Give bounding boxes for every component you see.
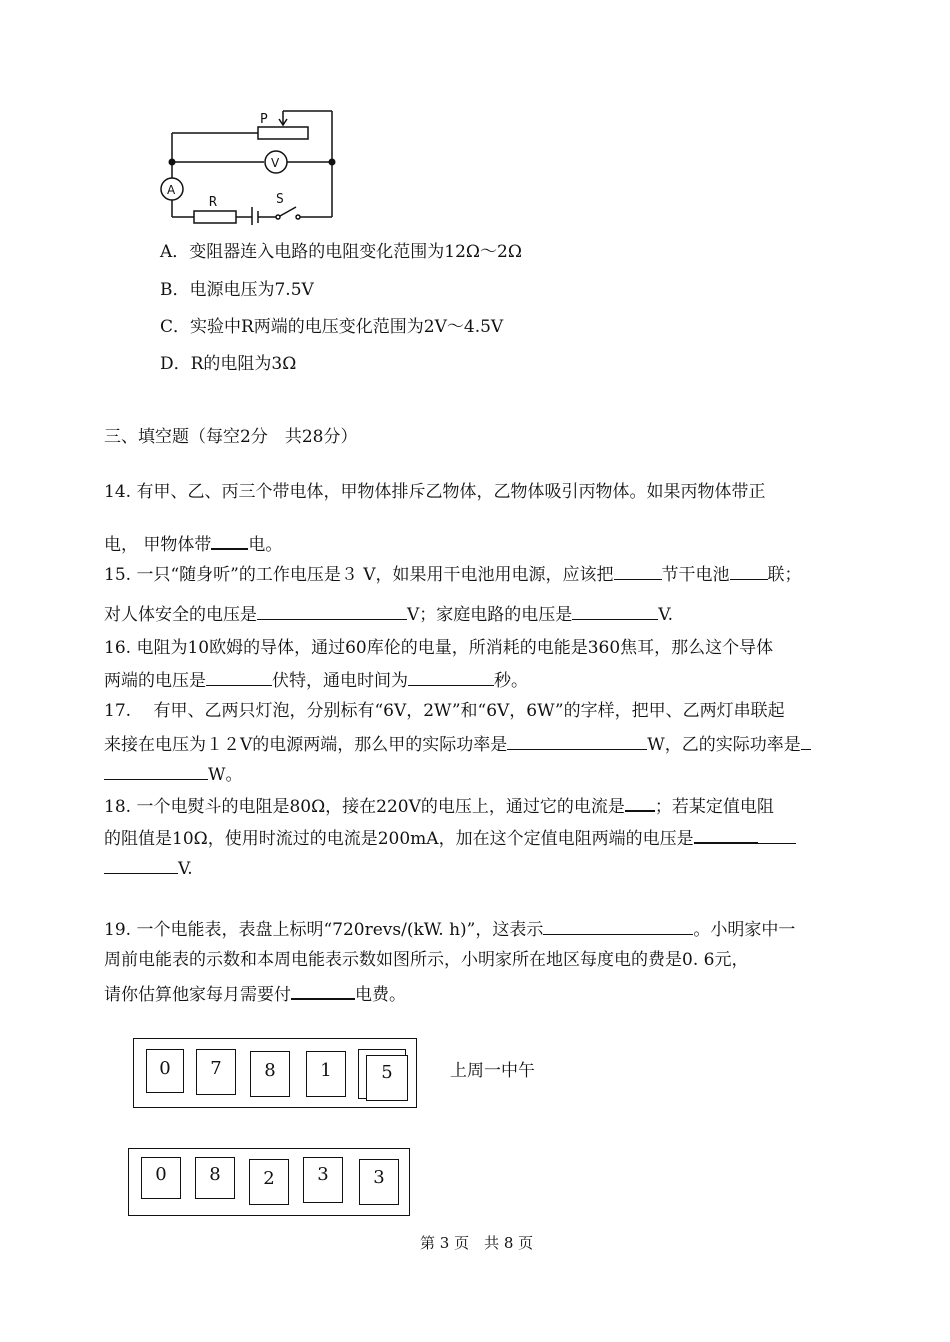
q18-blank-2a[interactable] xyxy=(694,824,758,844)
q19-line1 xyxy=(104,916,795,942)
meter1-digit-5: 5 xyxy=(366,1055,408,1101)
q16-text-b: 伏特，通电时间为 xyxy=(272,671,408,691)
q19-blank-1[interactable] xyxy=(543,916,693,935)
q15-blank-2[interactable] xyxy=(730,561,768,580)
q17-line1: 17. 有甲、乙两只灯泡，分别标有“6V，2W”和“6V，6W”的字样，把甲、乙两灯串联起 xyxy=(104,701,785,721)
q19-text-b: 。小明家中一 xyxy=(693,920,796,940)
q19-text-a: 19. 一个电能表，表盘上标明“720revs/(kW. h)”，这表示 xyxy=(104,920,544,940)
meter2-digit-1: 0 xyxy=(141,1157,181,1199)
meter-this-week xyxy=(128,1148,410,1216)
meter1-digit-3: 8 xyxy=(250,1051,290,1097)
q17-blank-2a[interactable] xyxy=(801,731,811,750)
q15-text-b: 节干电池 xyxy=(661,565,730,585)
label-s: S xyxy=(276,192,284,207)
q15-text-f: V. xyxy=(658,605,673,625)
label-r: R xyxy=(209,195,217,210)
q16-text-c: 秒。 xyxy=(494,671,528,691)
q14-text-a: 电， 甲物体带 xyxy=(104,535,212,555)
q18-text-a: 18. 一个电熨斗的电阻是80Ω，接在220V的电压上，通过它的电流是 xyxy=(104,797,625,817)
meter2-digit-4: 3 xyxy=(303,1157,343,1203)
q14-text-b: 电。 xyxy=(248,535,283,555)
q18-text-d: V. xyxy=(178,859,193,879)
meter2-digit-2: 8 xyxy=(195,1157,235,1199)
q18-line3 xyxy=(104,855,193,881)
q17-line3 xyxy=(104,761,242,787)
q17-text-c: W。 xyxy=(208,765,243,785)
page-footer: 第 3 页 共 8 页 xyxy=(420,1234,534,1252)
q18-text-c: 的阻值是10Ω，使用时流过的电流是200mA，加在这个定值电阻两端的电压是 xyxy=(104,829,694,849)
q15-text-c: 联； xyxy=(767,565,802,585)
meter2-digit-3: 2 xyxy=(249,1159,289,1205)
label-v: V xyxy=(271,156,280,170)
q19-line3 xyxy=(104,980,406,1007)
q15-blank-3[interactable] xyxy=(257,601,407,620)
option-c: C．实验中R两端的电压变化范围为2V～4.5V xyxy=(160,317,504,337)
q16-blank-1[interactable] xyxy=(206,667,272,686)
q16-line1: 16. 电阻为10欧姆的导体，通过60库伦的电量，所消耗的电能是360焦耳，那么这个导体 xyxy=(104,638,774,658)
q18-line2 xyxy=(104,824,796,851)
q19-text-c: 请你估算他家每月需要付 xyxy=(104,985,291,1005)
q14-blank[interactable] xyxy=(211,530,248,550)
q14-line1: 14. 有甲、乙、丙三个带电体，甲物体排斥乙物体，乙物体吸引丙物体。如果丙物体带正 xyxy=(104,482,766,502)
section-title: 三、填空题（每空2分 共28分） xyxy=(104,427,358,447)
q15-line1 xyxy=(104,561,802,587)
meter1-digit-4: 1 xyxy=(306,1051,346,1097)
q15-text-e: V；家庭电路的电压是 xyxy=(407,605,573,625)
meter1-label: 上周一中午 xyxy=(450,1061,535,1081)
q18-blank-2c[interactable] xyxy=(104,855,178,874)
q15-text-a: 15. 一只“随身听”的工作电压是３ V，如果用干电池用电源，应该把 xyxy=(104,565,614,585)
circuit-diagram xyxy=(150,105,350,225)
q18-line1 xyxy=(104,792,774,819)
q19-line2: 周前电能表的示数和本周电能表示数如图所示，小明家所在地区每度电的费是0. 6元， xyxy=(104,950,749,970)
option-a: A．变阻器连入电路的电阻变化范围为12Ω～2Ω xyxy=(160,242,522,262)
q16-text-a: 两端的电压是 xyxy=(104,671,206,691)
meter-last-week xyxy=(133,1038,417,1108)
q18-text-b: ；若某定值电阻 xyxy=(654,797,774,817)
q16-blank-2[interactable] xyxy=(408,667,494,686)
q17-line2 xyxy=(104,731,811,757)
meter1-digit-2: 7 xyxy=(196,1049,236,1095)
q19-blank-2[interactable] xyxy=(291,980,355,1000)
q19-text-d: 电费。 xyxy=(355,985,406,1005)
q15-blank-4[interactable] xyxy=(572,601,658,620)
q17-text-b: W，乙的实际功率是 xyxy=(647,735,801,755)
meter2-digit-5: 3 xyxy=(359,1159,399,1205)
label-p: P xyxy=(260,112,268,127)
q17-blank-1[interactable] xyxy=(507,731,647,750)
q18-blank-2b[interactable] xyxy=(758,825,796,844)
q16-line2 xyxy=(104,667,528,693)
q18-blank-1[interactable] xyxy=(625,792,655,812)
q17-text-a: 来接在电压为１２V的电源两端，那么甲的实际功率是 xyxy=(104,735,508,755)
q15-blank-1[interactable] xyxy=(614,561,662,580)
option-b: B．电源电压为7.5V xyxy=(160,280,314,300)
meter1-digit-1: 0 xyxy=(146,1049,184,1093)
label-a: A xyxy=(167,183,176,197)
q15-text-d: 对人体安全的电压是 xyxy=(104,605,257,625)
q14-line2 xyxy=(104,530,282,557)
q17-blank-2b[interactable] xyxy=(104,761,208,780)
option-d: D．R的电阻为3Ω xyxy=(160,354,297,374)
q15-line2 xyxy=(104,601,673,627)
